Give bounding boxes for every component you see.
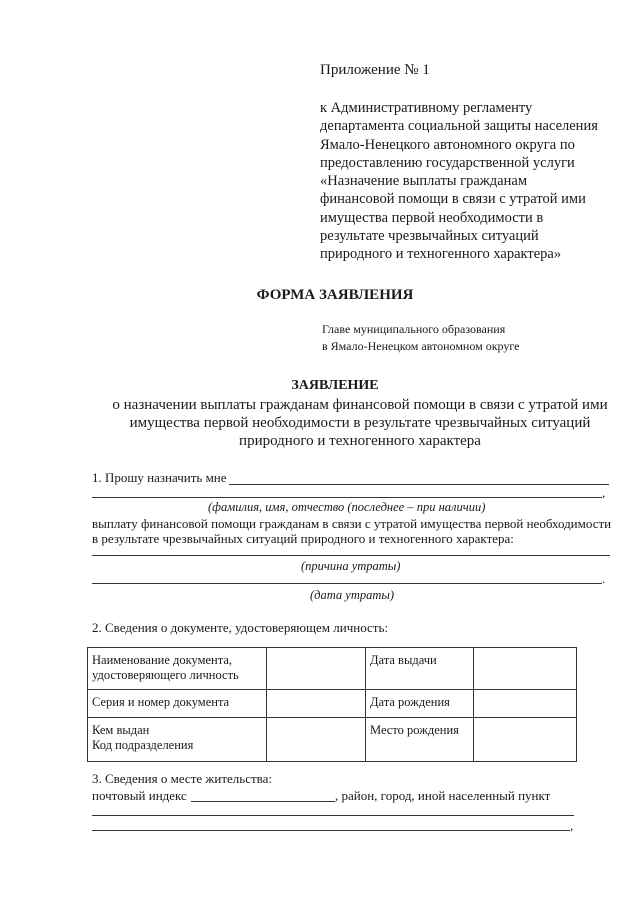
address-entry-line-2[interactable] — [92, 830, 570, 831]
document-name-label: Наименование документа, — [92, 653, 233, 667]
series-number-label: Серия и номер документа — [92, 695, 230, 709]
regulation-line: финансовой помощи в связи с утратой ими — [320, 191, 586, 208]
payment-text-line-2: в результате чрезвычайных ситуаций природного и техногенного характера: — [92, 531, 514, 546]
regulation-line: Ямало-Ненецкого автономного округа по — [320, 136, 575, 153]
birth-date-value-cell[interactable] — [474, 690, 577, 718]
issue-date-label-cell — [366, 648, 474, 690]
section-2-title: 2. Сведения о документе, удостоверяющем личность: — [92, 620, 389, 635]
date-caption: (дата утраты) — [310, 588, 395, 602]
request-label: 1. Прошу назначить мне — [92, 470, 227, 485]
addressee-line-2: в Ямало-Ненецком автономном округе — [322, 339, 520, 353]
issued-by-label-cell — [88, 718, 267, 762]
addressee-line-1: Главе муниципального образования — [322, 322, 506, 336]
identity-document-table — [87, 647, 577, 762]
appendix-title: Приложение № 1 — [320, 62, 430, 78]
department-code-label: Код подразделения — [92, 738, 194, 752]
series-number-label-cell — [88, 690, 267, 718]
birth-place-label: Место рождения — [370, 723, 459, 737]
addressee-block — [322, 321, 519, 355]
regulation-line: результате чрезвычайных ситуаций — [320, 228, 539, 245]
statement-subtitle — [60, 396, 640, 450]
regulation-line: департамента социальной защиты населения — [320, 118, 598, 135]
table-row — [88, 648, 577, 690]
issue-date-label: Дата выдачи — [370, 653, 437, 667]
name-entry-line[interactable] — [229, 484, 609, 485]
form-title: ФОРМА ЗАЯВЛЕНИЯ — [256, 287, 414, 303]
name-line-comma: , — [602, 485, 606, 500]
document-name-label-cell — [88, 648, 267, 690]
postal-code-label: почтовый индекс — [92, 788, 187, 803]
birth-place-label-cell — [366, 718, 474, 762]
table-row — [88, 690, 577, 718]
date-entry-line[interactable] — [92, 583, 602, 584]
birth-date-label-cell — [366, 690, 474, 718]
name-caption: (фамилия, имя, отчество (последнее – при наличии) — [208, 500, 486, 514]
birth-date-label: Дата рождения — [370, 695, 450, 709]
section-3-title: 3. Сведения о месте жительства: — [92, 771, 273, 786]
table-row — [88, 718, 577, 762]
reason-caption: (причина утраты) — [301, 559, 401, 573]
issued-by-value-cell[interactable] — [267, 718, 366, 762]
issued-by-label: Кем выдан — [92, 723, 150, 737]
payment-text-line-1: выплату финансовой помощи гражданам в связи с утратой имущества первой необходимости — [92, 516, 612, 531]
locality-label: , район, город, иной населенный пункт — [335, 788, 551, 803]
regulation-line: предоставлению государственной услуги — [320, 154, 575, 171]
document-name-value-cell[interactable] — [267, 648, 366, 690]
regulation-line: к Административному регламенту — [320, 100, 533, 116]
statement-subtitle-line: имущества первой необходимости в результате чрезвычайных ситуаций — [129, 415, 591, 431]
name-entry-line-2[interactable] — [92, 497, 602, 498]
regulation-line: имущества первой необходимости в — [320, 209, 544, 226]
statement-subtitle-line: о назначении выплаты гражданам финансовой помощи в связи с утратой ими — [112, 397, 608, 413]
reason-entry-line[interactable] — [92, 555, 610, 556]
regulation-line: природного и техногенного характера» — [320, 246, 562, 263]
address-line-comma: , — [570, 818, 574, 833]
regulation-line: «Назначение выплаты гражданам — [320, 173, 527, 190]
regulation-reference — [320, 99, 598, 264]
date-line-period: . — [602, 571, 606, 586]
address-entry-line-1[interactable] — [92, 815, 574, 816]
postal-code-entry-line[interactable] — [191, 801, 335, 802]
birth-place-value-cell[interactable] — [474, 718, 577, 762]
statement-subtitle-line: природного и техногенного характера — [239, 433, 481, 449]
series-number-value-cell[interactable] — [267, 690, 366, 718]
statement-heading: ЗАЯВЛЕНИЕ — [291, 378, 379, 393]
document-name-label-cont: удостоверяющего личность — [92, 668, 239, 682]
issue-date-value-cell[interactable] — [474, 648, 577, 690]
